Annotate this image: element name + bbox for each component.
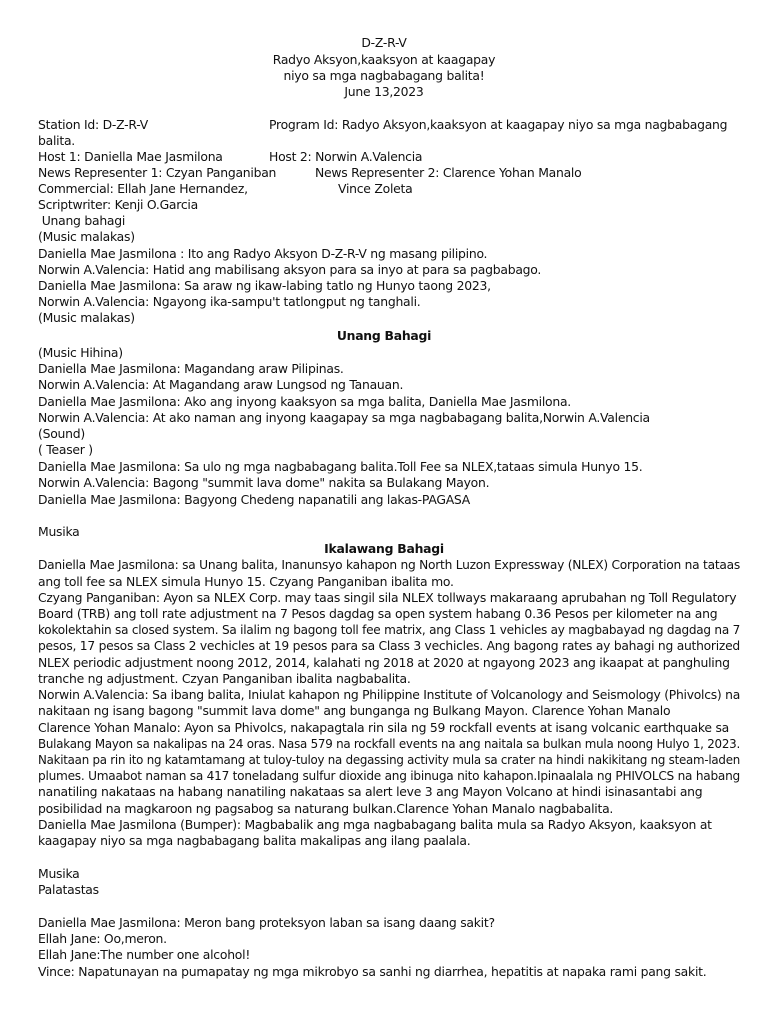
script-line: Daniella Mae Jasmilona: Bagyong Chedeng napanatili ang lakas-PAGASA <box>38 492 470 507</box>
palatastas-label: Palatastas <box>38 882 99 897</box>
script-line: ang toll fee sa NLEX simula Hunyo 15. Czyang Panganiban ibalita mo. <box>38 574 454 589</box>
program-id-continued: balita. <box>38 133 75 148</box>
script-line: Daniella Mae Jasmilona: Magandang araw Pilipinas. <box>38 361 344 376</box>
station-title: D-Z-R-V <box>361 35 407 50</box>
intro-line: (Music malakas) <box>38 310 135 325</box>
station-id: Station Id: D-Z-R-V <box>38 117 148 132</box>
script-line: Ellah Jane: Oo,meron. <box>38 931 167 946</box>
intro-line: Norwin A.Valencia: Hatid ang mabilisang aksyon para sa inyo at para sa pagbabago. <box>38 262 542 277</box>
news-representer-2: News Representer 2: Clarence Yohan Manalo <box>315 165 582 180</box>
section-heading-ikalawang-bahagi: Ikalawang Bahagi <box>324 541 444 556</box>
host-1: Host 1: Daniella Mae Jasmilona <box>38 149 223 164</box>
script-line: nakitaan ng isang bagong "summit lava dome" ang bunganga ng Bulkang Mayon. Clarence Yohan Manalo <box>38 703 671 718</box>
intro-line: Daniella Mae Jasmilona: Sa araw ng ikaw-labing tatlo ng Hunyo taong 2023, <box>38 278 491 293</box>
musika-label: Musika <box>38 524 80 539</box>
tagline-line-1: Radyo Aksyon,kaaksyon at kaagapay <box>272 52 496 67</box>
script-line: Czyang Panganiban: Ayon sa NLEX Corp. may taas singil sila NLEX tollways makaraang aprubahan ng Toll Regulatory <box>38 590 737 605</box>
intro-line: Daniella Mae Jasmilona : Ito ang Radyo Aksyon D-Z-R-V ng masang pilipino. <box>38 246 488 261</box>
script-line: Daniella Mae Jasmilona (Bumper): Magbabalik ang mga nagbabagang balita mula sa Radyo Aksyon, kaaksyon at <box>38 817 712 832</box>
script-line: Norwin A.Valencia: Bagong "summit lava dome" nakita sa Bulakang Mayon. <box>38 475 490 490</box>
script-line: Vince: Napatunayan na pumapatay ng mga mikrobyo sa sanhi ng diarrhea, hepatitis at napaka rami pang sakit. <box>38 964 707 979</box>
script-line: Norwin A.Valencia: At ako naman ang inyong kaagapay sa mga nagbabagang balita,Norwin A.Valencia <box>38 410 650 425</box>
script-line: (Music Hihina) <box>38 345 123 360</box>
script-line: Norwin A.Valencia: At Magandang araw Lungsod ng Tanauan. <box>38 377 404 392</box>
script-line: pesos, 17 pesos sa Class 2 vechicles at 19 pesos para sa Class 3 vechicles. Ang bagong rates ay bahagi ng authorized <box>38 638 740 653</box>
commercial: Commercial: Ellah Jane Hernandez, <box>38 181 248 196</box>
script-line: kokolektahin sa closed system. Sa ilalim ng bagong toll fee matrix, ang Class 1 vehicles ay magbabayad ng dagdag na 7 <box>38 622 740 637</box>
script-line: plumes. Umaabot naman sa 417 toneladang sulfur dioxide ang ibinuga nito kahapon.Ipinaalala ng PHIVOLCS na habang <box>38 768 740 783</box>
script-line: Bulakang Mayon sa nakalipas na 24 oras. Nasa 579 na rockfall events na ang naitala sa bulkan mula noong Hulyo 1, 2023. <box>38 736 740 751</box>
scriptwriter: Scriptwriter: Kenji O.Garcia <box>38 197 198 212</box>
intro-line: Unang bahagi <box>38 213 126 228</box>
script-line: posibilidad na magkaroon ng pagsabog sa naturang bulkan.Clarence Yohan Manalo nagbabalita. <box>38 801 614 816</box>
news-representer-1: News Representer 1: Czyan Panganiban <box>38 165 277 180</box>
script-line: tranche ng adjustment. Czyan Panganiban ibalita nagbabalita. <box>38 671 411 686</box>
script-line: Daniella Mae Jasmilona: Ako ang inyong kaaksyon sa mga balita, Daniella Mae Jasmilona. <box>38 394 571 409</box>
script-line: Ellah Jane:The number one alcohol! <box>38 947 251 962</box>
musika-label: Musika <box>38 866 80 881</box>
script-line: Nakitaan pa rin ito ng katamtamang at tuloy-tuloy na degassing activity mula sa crater na hindi nakikitang ng steam-laden <box>38 752 740 767</box>
intro-line: Norwin A.Valencia: Ngayong ika-sampu't tatlongput ng tanghali. <box>38 294 421 309</box>
script-line: Daniella Mae Jasmilona: sa Unang balita, Inanunsyo kahapon ng North Luzon Expressway (NLEX) Corporation na tataas <box>38 557 740 572</box>
program-id: Program Id: Radyo Aksyon,kaaksyon at kaagapay niyo sa mga nagbabagang <box>269 117 728 132</box>
host-2: Host 2: Norwin A.Valencia <box>269 149 423 164</box>
section-heading-unang-bahagi: Unang Bahagi <box>336 328 432 343</box>
script-line: Clarence Yohan Manalo: Ayon sa Phivolcs, nakapagtala rin sila ng 59 rockfall events at isang volcanic earthquake sa <box>38 720 729 735</box>
script-line: ( Teaser ) <box>38 442 93 457</box>
script-line: Daniella Mae Jasmilona: Sa ulo ng mga nagbabagang balita.Toll Fee sa NLEX,tataas simula Hunyo 15. <box>38 459 643 474</box>
script-line: Norwin A.Valencia: Sa ibang balita, Iniulat kahapon ng Philippine Institute of Volcanology and Seismology (Phivolcs) na <box>38 687 740 702</box>
script-line: nanatiling nakataas na habang nanatiling nakataas sa alert leve 3 ang Mayon Volcano at hindi isinasantabi ang <box>38 784 703 799</box>
commercial-second-name: Vince Zoleta <box>338 181 413 196</box>
document-date: June 13,2023 <box>344 84 424 99</box>
script-line: kaagapay niyo sa mga nagbabagang balita makalipas ang ilang paalala. <box>38 833 471 848</box>
intro-line: (Music malakas) <box>38 229 135 244</box>
tagline-line-2: niyo sa mga nagbabagang balita! <box>283 68 485 83</box>
script-line: (Sound) <box>38 426 85 441</box>
script-line: NLEX periodic adjustment noong 2012, 2014, kalahati ng 2018 at 2020 at ngayong 2023 ang ikaapat at panghuling <box>38 655 730 670</box>
script-line: Board (TRB) ang toll rate adjustment na 7 Pesos dagdag sa open system habang 0.36 Pesos per kilometer na ang <box>38 606 718 621</box>
script-line: Daniella Mae Jasmilona: Meron bang proteksyon laban sa isang daang sakit? <box>38 915 495 930</box>
